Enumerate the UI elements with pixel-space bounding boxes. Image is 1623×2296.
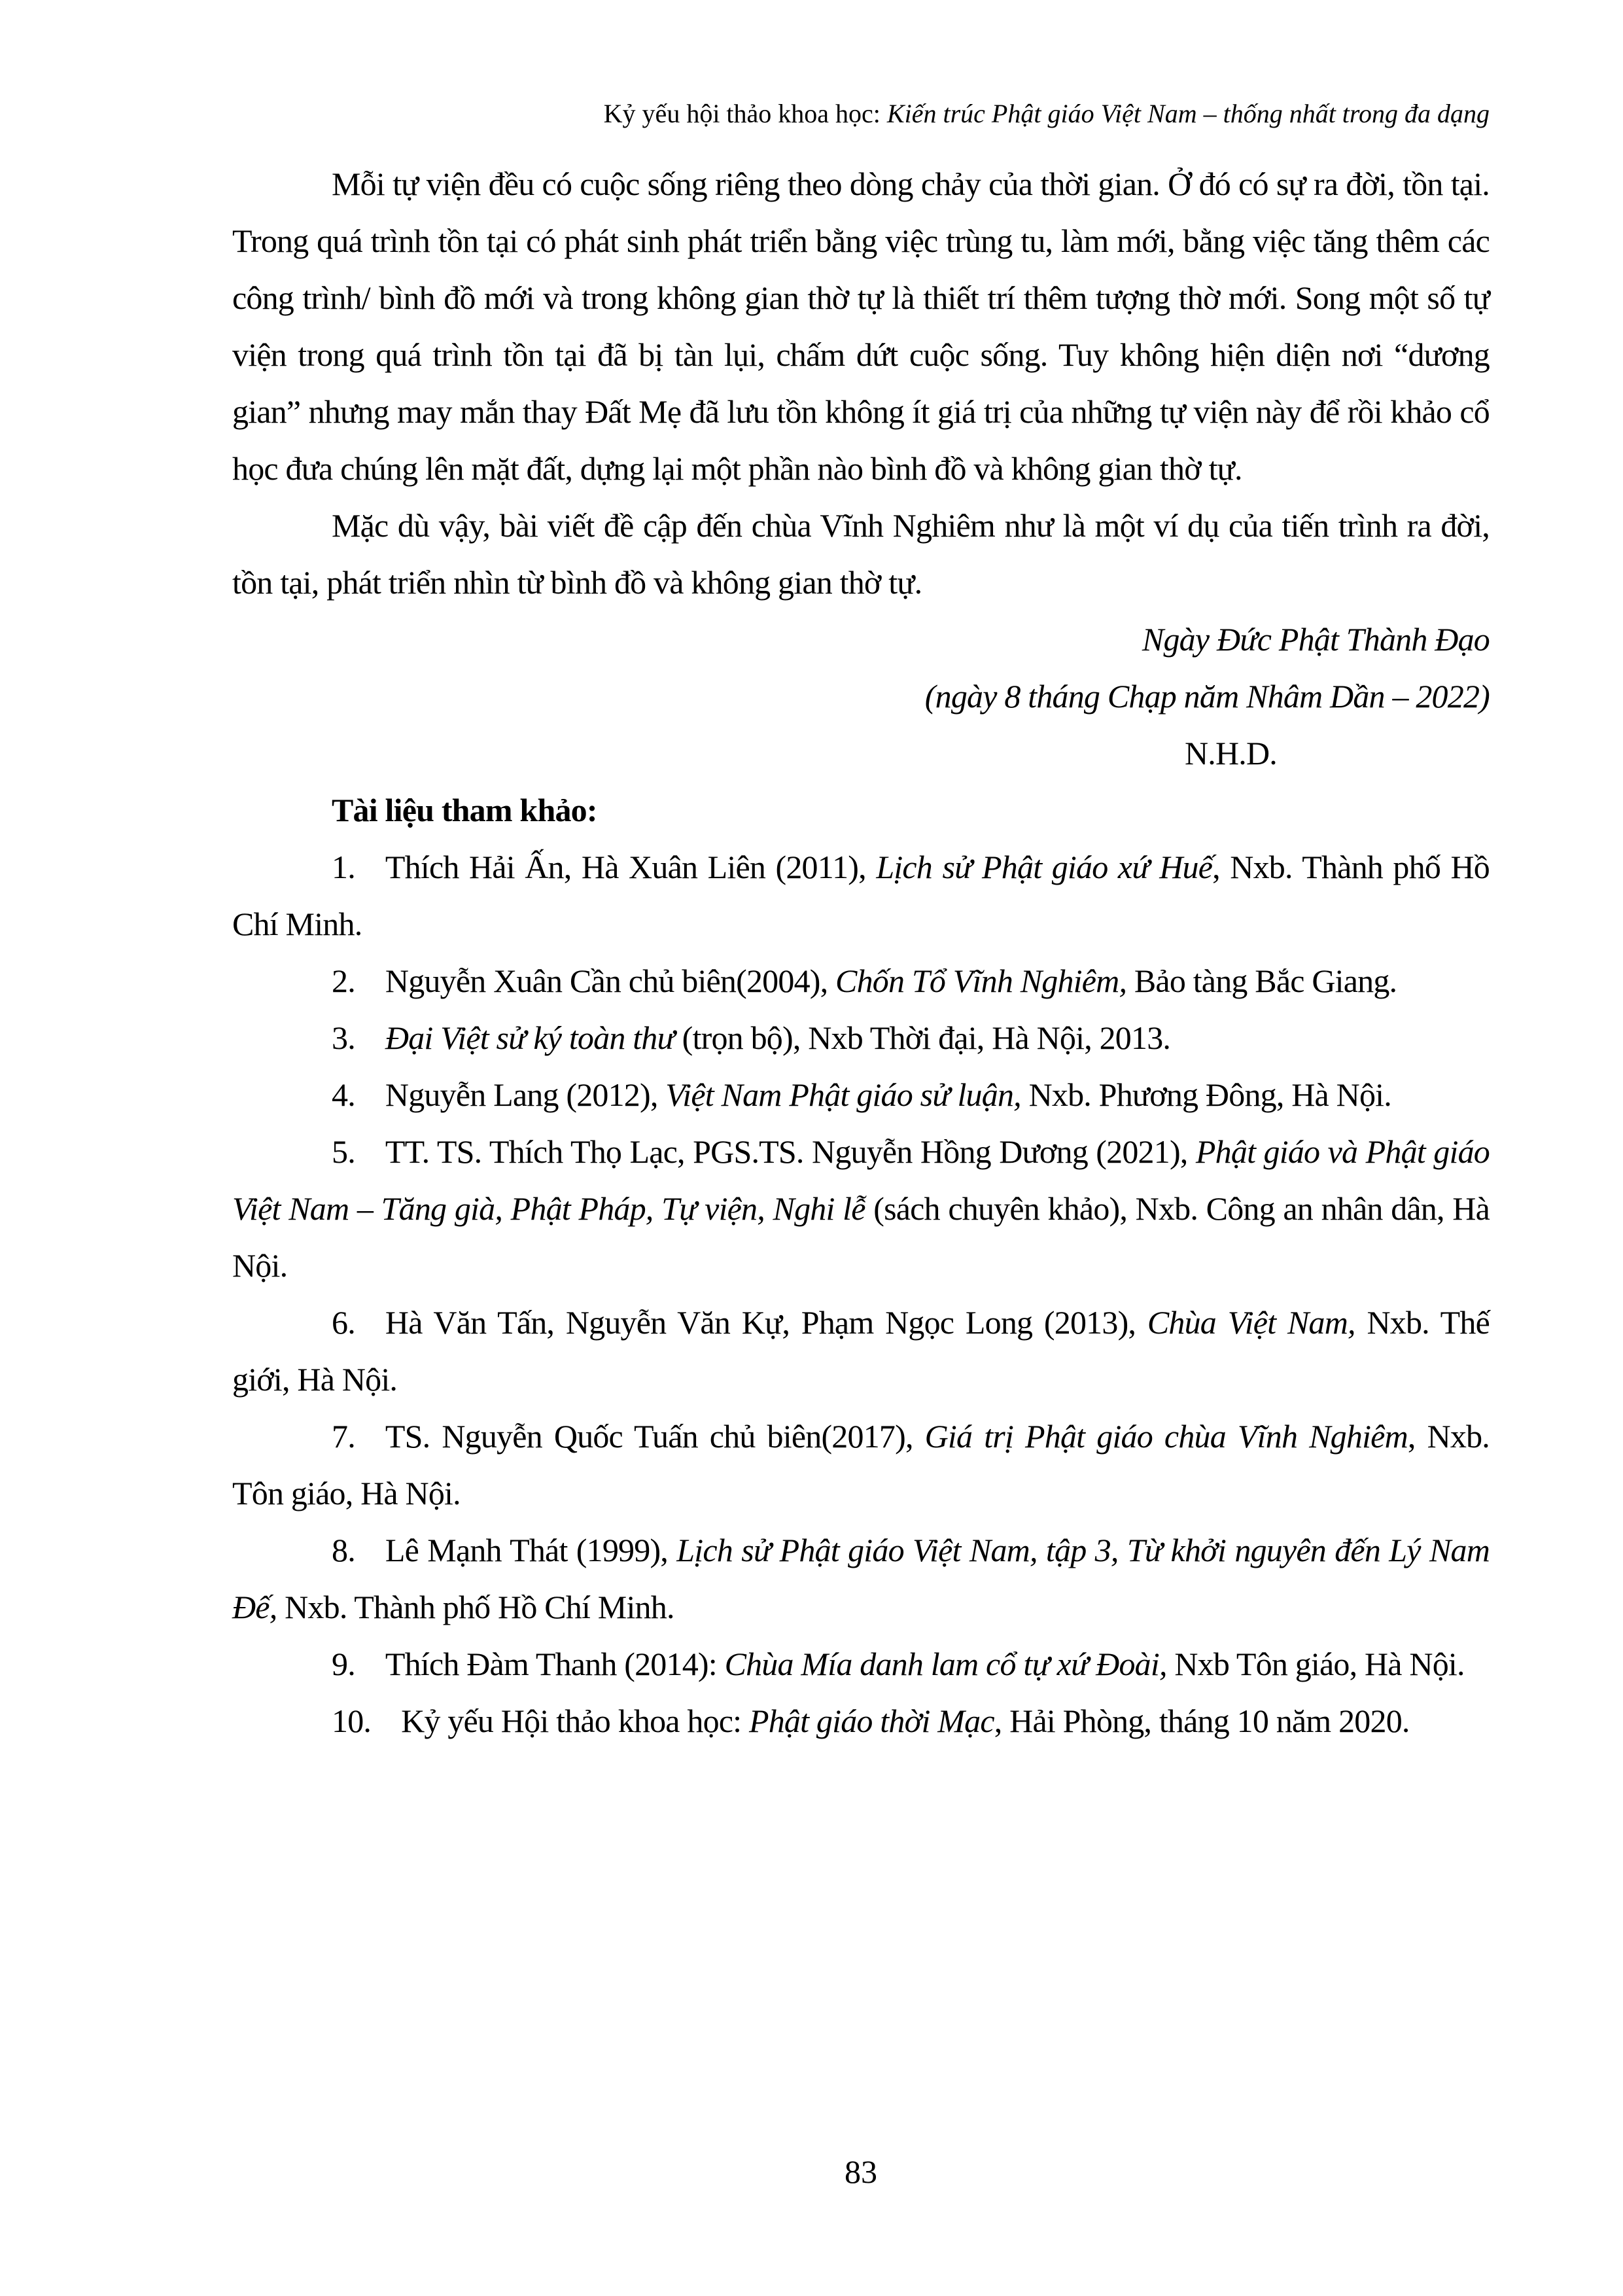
reference-publisher: Bảo tàng Bắc Giang. (1126, 963, 1397, 999)
reference-number: 1. (332, 849, 355, 885)
running-header-prefix: Kỷ yếu hội thảo khoa học: (603, 99, 887, 128)
reference-publisher: (trọn bộ), Nxb Thời đại, Hà Nội, 2013. (674, 1019, 1171, 1056)
reference-authors: Hà Văn Tấn, Nguyễn Văn Kự, Phạm Ngọc Long (2013), (385, 1304, 1147, 1341)
reference-number: 6. (332, 1304, 355, 1341)
reference-title: Lịch sử Phật giáo Việt Nam, tập 3, Từ khởi nguyên đến Lý Nam Đế, (232, 1532, 1490, 1625)
signature-occasion-line: Ngày Đức Phật Thành Đạo (1142, 621, 1490, 658)
reference-title: Giá trị Phật giáo chùa Vĩnh Nghiêm (924, 1418, 1408, 1455)
reference-title: Chùa Việt Nam, (1147, 1304, 1355, 1341)
reference-publisher: Nxb. Thế giới, Hà Nội. (232, 1304, 1490, 1398)
reference-number: 2. (332, 963, 355, 999)
reference-item (232, 953, 1490, 1010)
reference-authors: Nguyễn Lang (2012), (385, 1076, 666, 1113)
reference-number: 9. (332, 1646, 355, 1682)
reference-title: Phật giáo và Phật giáo Việt Nam – Tăng già, Phật Pháp, Tự viện, Nghi lễ (232, 1133, 1490, 1227)
reference-publisher: , Hải Phòng, tháng 10 năm 2020. (994, 1703, 1410, 1739)
reference-publisher: , Nxb. Tôn giáo, Hà Nội. (232, 1418, 1490, 1511)
reference-title: Phật giáo thời Mạc (748, 1703, 994, 1739)
page-number: 83 (845, 2153, 877, 2190)
reference-item (232, 1067, 1490, 1123)
reference-number: 4. (332, 1076, 355, 1113)
running-header (232, 97, 1490, 131)
reference-item (232, 1693, 1490, 1750)
reference-publisher: Nxb. Thành phố Hồ Chí Minh. (277, 1589, 674, 1625)
reference-item (232, 839, 1490, 953)
reference-title: Việt Nam Phật giáo sử luận, (665, 1076, 1021, 1113)
reference-publisher: , Nxb. Thành phố Hồ Chí Minh. (232, 849, 1490, 942)
reference-authors: TT. TS. Thích Thọ Lạc, PGS.TS. Nguyễn Hồng Dương (2021), (385, 1133, 1196, 1170)
reference-item (232, 1408, 1490, 1522)
reference-authors: Thích Đàm Thanh (2014): (385, 1646, 725, 1682)
reference-number: 7. (332, 1418, 355, 1455)
reference-authors: Thích Hải Ấn, Hà Xuân Liên (2011), (385, 849, 877, 885)
body-paragraph: Mỗi tự viện đều có cuộc sống riêng theo dòng chảy của thời gian. Ở đó có sự ra đời, tồn tại. Trong quá trình tồn tại có phát sinh phát triển bằng việc trùng tu, làm mới, bằng việc tăng thêm các công trình/ bình đồ mới và trong không gian thờ tự là thiết trí thêm tượng thờ mới. Song một số tự viện trong quá trình tồn tại đã bị tàn lụi, chấm dứt cuộc sống. Tuy không hiện diện nơi “dương gian” nhưng may mắn thay Đất Mẹ đã lưu tồn không ít giá trị của những tự viện này để rồi khảo cổ học đưa chúng lên mặt đất, dựng lại một phần nào bình đồ và không gian thờ tự. (232, 166, 1490, 487)
reference-title: Đại Việt sử ký toàn thư (385, 1019, 674, 1056)
reference-item (232, 1522, 1490, 1636)
reference-publisher: (sách chuyên khảo), Nxb. Công an nhân dân, Hà Nội. (232, 1190, 1490, 1284)
reference-item (232, 1636, 1490, 1693)
reference-authors: Lê Mạnh Thát (1999), (385, 1532, 677, 1568)
running-header-title: Kiến trúc Phật giáo Việt Nam – thống nhất trong đa dạng (886, 99, 1490, 128)
reference-publisher: Nxb. Phương Đông, Hà Nội. (1021, 1076, 1391, 1113)
reference-number: 3. (332, 1019, 355, 1056)
reference-item (232, 1010, 1490, 1067)
references-heading: Tài liệu tham khảo: (332, 792, 597, 828)
reference-title: Chùa Mía danh lam cổ tự xứ Đoài, (724, 1646, 1167, 1682)
reference-number: 10. (332, 1703, 372, 1739)
references-list (232, 839, 1490, 1750)
signature-lunar-date-line: (ngày 8 tháng Chạp năm Nhâm Dần – 2022) (924, 678, 1490, 715)
reference-item (232, 1123, 1490, 1294)
signature-initials: N.H.D. (1184, 735, 1277, 771)
reference-title: Chốn Tổ Vĩnh Nghiêm, (835, 963, 1127, 999)
reference-title: Lịch sử Phật giáo xứ Huế (876, 849, 1213, 885)
reference-publisher: Nxb Tôn giáo, Hà Nội. (1166, 1646, 1465, 1682)
reference-number: 5. (332, 1133, 355, 1170)
reference-authors: Nguyễn Xuân Cần chủ biên(2004), (385, 963, 836, 999)
reference-item (232, 1294, 1490, 1408)
reference-authors: Kỷ yếu Hội thảo khoa học: (401, 1703, 749, 1739)
reference-authors: TS. Nguyễn Quốc Tuấn chủ biên(2017), (385, 1418, 925, 1455)
reference-number: 8. (332, 1532, 355, 1568)
body-paragraph: Mặc dù vậy, bài viết đề cập đến chùa Vĩnh Nghiêm như là một ví dụ của tiến trình ra đời, tồn tại, phát triển nhìn từ bình đồ và không gian thờ tự. (232, 507, 1490, 601)
page-body (232, 156, 1490, 1750)
